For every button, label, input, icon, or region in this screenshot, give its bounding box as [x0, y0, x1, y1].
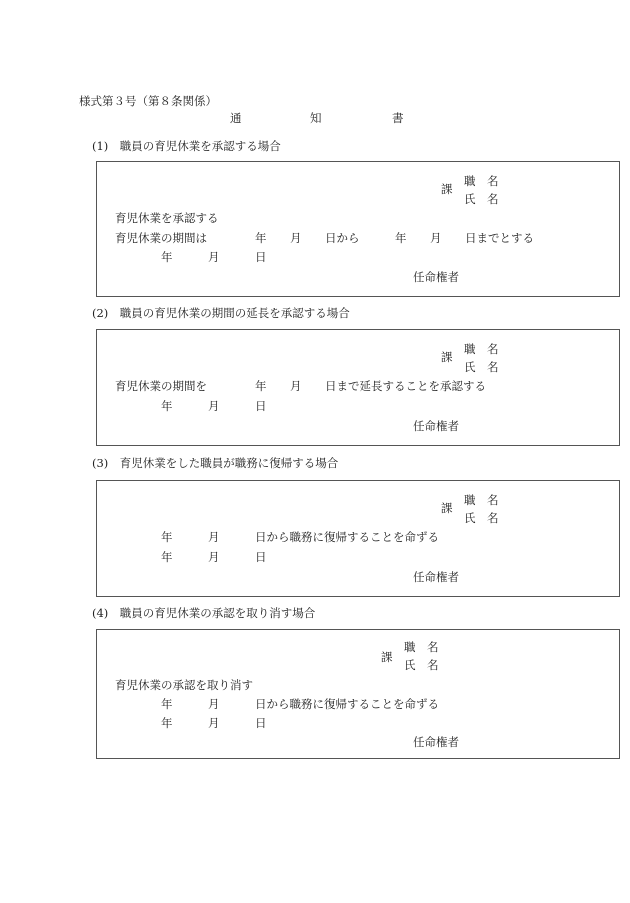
section-4-date-day: 日 [255, 716, 267, 730]
section-2-date-month: 月 [208, 399, 220, 413]
section-1-date-day: 日 [255, 250, 267, 264]
section-4-box [96, 629, 620, 759]
section-1-month-from: 月 [290, 231, 302, 245]
section-2-ka: 課 [441, 350, 453, 364]
title-char-3: 書 [392, 111, 404, 125]
section-1-day-from: 日から [325, 231, 360, 245]
section-1-shoku: 職 名 [464, 174, 499, 188]
title-char-2: 知 [310, 111, 322, 125]
section-1-day-to: 日までとする [465, 231, 534, 245]
section-2-authority: 任命権者 [413, 419, 459, 433]
section-3-heading: (3) 育児休業をした職員が職務に復帰する場合 [92, 456, 339, 470]
section-1-shimei: 氏 名 [464, 192, 499, 206]
section-1-year-from: 年 [255, 231, 267, 245]
section-1-heading: (1) 職員の育児休業を承認する場合 [92, 139, 281, 153]
section-3-year: 年 [161, 530, 173, 544]
section-4-ka: 課 [381, 650, 393, 664]
section-4-heading: (4) 職員の育児休業の承認を取り消す場合 [92, 606, 316, 620]
section-2-box [96, 329, 620, 446]
section-3-month: 月 [208, 530, 220, 544]
section-3-date-month: 月 [208, 550, 220, 564]
section-3-shoku: 職 名 [464, 493, 499, 507]
section-3-date-year: 年 [161, 550, 173, 564]
section-4-shoku: 職 名 [404, 640, 439, 654]
section-3-shimei: 氏 名 [464, 511, 499, 525]
section-2-extend-text: 日まで延長することを承認する [325, 379, 486, 393]
section-1-authority: 任命権者 [413, 270, 459, 284]
section-2-shimei: 氏 名 [464, 360, 499, 374]
section-1-box [96, 161, 620, 297]
section-1-date-year: 年 [161, 250, 173, 264]
section-4-date-year: 年 [161, 716, 173, 730]
section-2-month: 月 [290, 379, 302, 393]
section-3-date-day: 日 [255, 550, 267, 564]
section-2-shoku: 職 名 [464, 342, 499, 356]
section-2-date-day: 日 [255, 399, 267, 413]
form-number: 様式第３号（第８条関係） [79, 94, 217, 108]
section-3-ka: 課 [441, 501, 453, 515]
section-1-year-to: 年 [395, 231, 407, 245]
section-4-line1: 育児休業の承認を取り消す [115, 678, 253, 692]
section-2-heading: (2) 職員の育児休業の期間の延長を承認する場合 [92, 306, 350, 320]
section-4-authority: 任命権者 [413, 735, 459, 749]
section-1-period-label: 育児休業の期間は [115, 231, 207, 245]
section-3-authority: 任命権者 [413, 570, 459, 584]
section-4-return-text: 日から職務に復帰することを命ずる [255, 697, 439, 711]
section-1-line1: 育児休業を承認する [115, 211, 219, 225]
section-4-shimei: 氏 名 [404, 658, 439, 672]
section-2-date-year: 年 [161, 399, 173, 413]
section-4-year: 年 [161, 697, 173, 711]
section-1-date-month: 月 [208, 250, 220, 264]
section-4-month: 月 [208, 697, 220, 711]
section-2-period-label: 育児休業の期間を [115, 379, 207, 393]
section-3-return-text: 日から職務に復帰することを命ずる [255, 530, 439, 544]
section-4-date-month: 月 [208, 716, 220, 730]
section-1-month-to: 月 [430, 231, 442, 245]
title-char-1: 通 [230, 111, 242, 125]
section-3-box [96, 480, 620, 597]
section-1-ka: 課 [441, 182, 453, 196]
section-2-year: 年 [255, 379, 267, 393]
